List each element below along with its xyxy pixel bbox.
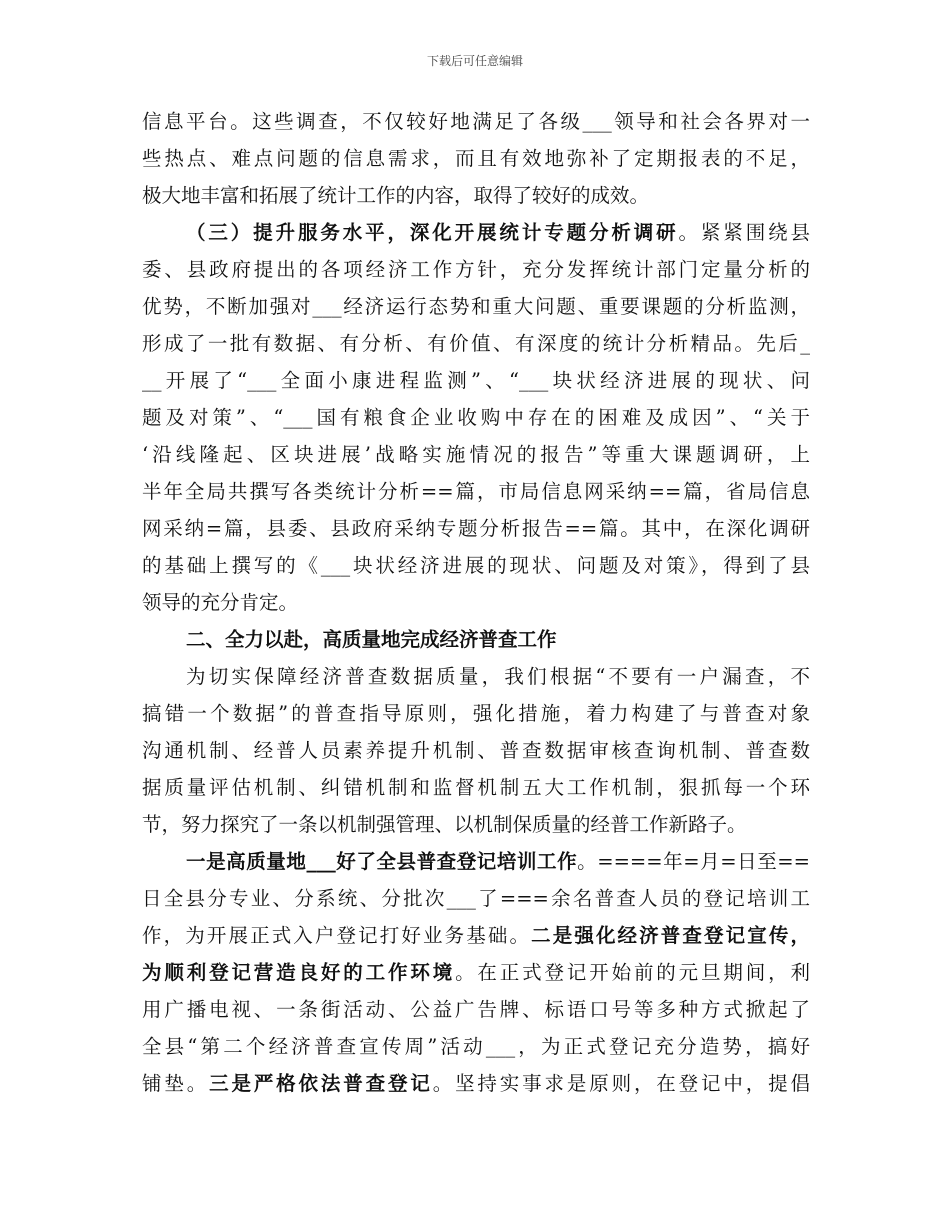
text-run: 委、县政府提出的各项经济工作方针，充分发挥统计部门定量分析的: [142, 258, 810, 281]
text-line: [142, 473, 810, 510]
bold-lead-in: 三是严格依法普查登记: [209, 1072, 433, 1095]
text-line: [142, 1028, 810, 1065]
text-line: [142, 177, 810, 214]
text-line: [142, 288, 810, 325]
text-run: 作，为开展正式入户登记打好业务基础。: [142, 924, 532, 947]
text-run: ‘沿线隆起、区块进展’战略实施情况的报告”等重大课题调研，上: [142, 443, 810, 466]
text-run: 。在正式登记开始前的元旦期间，利: [455, 961, 810, 984]
bold-lead-in: 一是高质量地___好了全县普查登记培训工作: [186, 850, 578, 873]
text-run: 领导的充分肯定。: [142, 591, 299, 614]
text-run: 为切实保障经济普查数据质量，我们根据“不要有一户漏查，不: [186, 665, 810, 688]
text-line: [142, 732, 810, 769]
text-line: [142, 251, 810, 288]
text-line: [142, 954, 810, 991]
text-line: [142, 325, 810, 362]
text-line: [142, 880, 810, 917]
text-line: [142, 399, 810, 436]
text-line: [142, 510, 810, 547]
text-run: 些热点、难点问题的信息需求，而且有效地弥补了定期报表的不足，: [142, 147, 810, 170]
text-line: [142, 547, 810, 584]
text-line: [142, 843, 810, 880]
text-line: [142, 140, 810, 177]
text-run: 信息平台。这些调查，不仅较好地满足了各级___领导和社会各界对一: [142, 110, 810, 133]
text-run: 。坚持实事求是原则，在登记中，提倡: [432, 1072, 810, 1095]
document-body: [142, 103, 810, 1102]
text-line: [142, 769, 810, 806]
text-line: [142, 658, 810, 695]
text-run: 。====年=月=日至==: [577, 850, 810, 873]
text-line: [142, 695, 810, 732]
text-line: [142, 991, 810, 1028]
text-run: 优势，不断加强对___经济运行态势和重大问题、重要课题的分析监测，: [142, 295, 810, 318]
text-line: [142, 362, 810, 399]
text-run: 半年全局共撰写各类统计分析==篇，市局信息网采纳==篇，省局信息: [142, 480, 810, 503]
text-run: 。紧紧围绕县: [678, 221, 810, 244]
text-run: 搞错一个数据”的普查指导原则，强化措施，着力构建了与普查对象: [142, 702, 810, 725]
text-line: [142, 917, 810, 954]
bold-lead-in: 二是强化经济普查登记宣传，: [531, 924, 810, 947]
section-heading: [142, 621, 810, 658]
text-line: [142, 584, 810, 621]
text-run: 题及对策”、“___国有粮食企业收购中存在的困难及成因”、“关于: [142, 406, 810, 429]
text-run: 铺垫。: [142, 1072, 210, 1095]
text-run: 节，努力探究了一条以机制强管理、以机制保质量的经普工作新路子。: [142, 813, 747, 836]
text-line: [142, 1065, 810, 1102]
text-run: 用广播电视、一条街活动、公益广告牌、标语口号等多种方式掀起了: [142, 998, 810, 1021]
text-run: 据质量评估机制、纠错机制和监督机制五大工作机制，狠抓每一个环: [142, 776, 810, 799]
page-header-note: 下载后可任意编辑: [426, 54, 523, 68]
text-run: 极大地丰富和拓展了统计工作的内容，取得了较好的成效。: [142, 184, 650, 207]
text-run: 网采纳=篇，县委、县政府采纳专题分析报告==篇。其中，在深化调研: [142, 517, 810, 540]
text-line: [142, 806, 810, 843]
text-run: 形成了一批有数据、有分析、有价值、有深度的统计分析精品。先后_: [142, 332, 810, 355]
text-run: __开展了“___全面小康进程监测”、“___块状经济进展的现状、问: [142, 369, 810, 392]
text-line: [142, 103, 810, 140]
text-line: [142, 436, 810, 473]
text-run: 日全县分专业、分系统、分批次___了===余名普查人员的登记培训工: [142, 887, 810, 910]
text-run: 沟通机制、经普人员素养提升机制、普查数据审核查询机制、普查数: [142, 739, 810, 762]
section-heading-inline: （三）提升服务水平，深化开展统计专题分析调研: [186, 221, 679, 244]
bold-lead-in: 为顺利登记营造良好的工作环境: [142, 961, 456, 984]
text-line: [142, 214, 810, 251]
heading-text: 二、全力以赴，高质量地完成经济普查工作: [186, 628, 557, 651]
text-run: 全县“第二个经济普查宣传周”活动___，为正式登记充分造势，搞好: [142, 1035, 810, 1058]
text-run: 的基础上撰写的《___块状经济进展的现状、问题及对策》，得到了县: [142, 554, 810, 577]
